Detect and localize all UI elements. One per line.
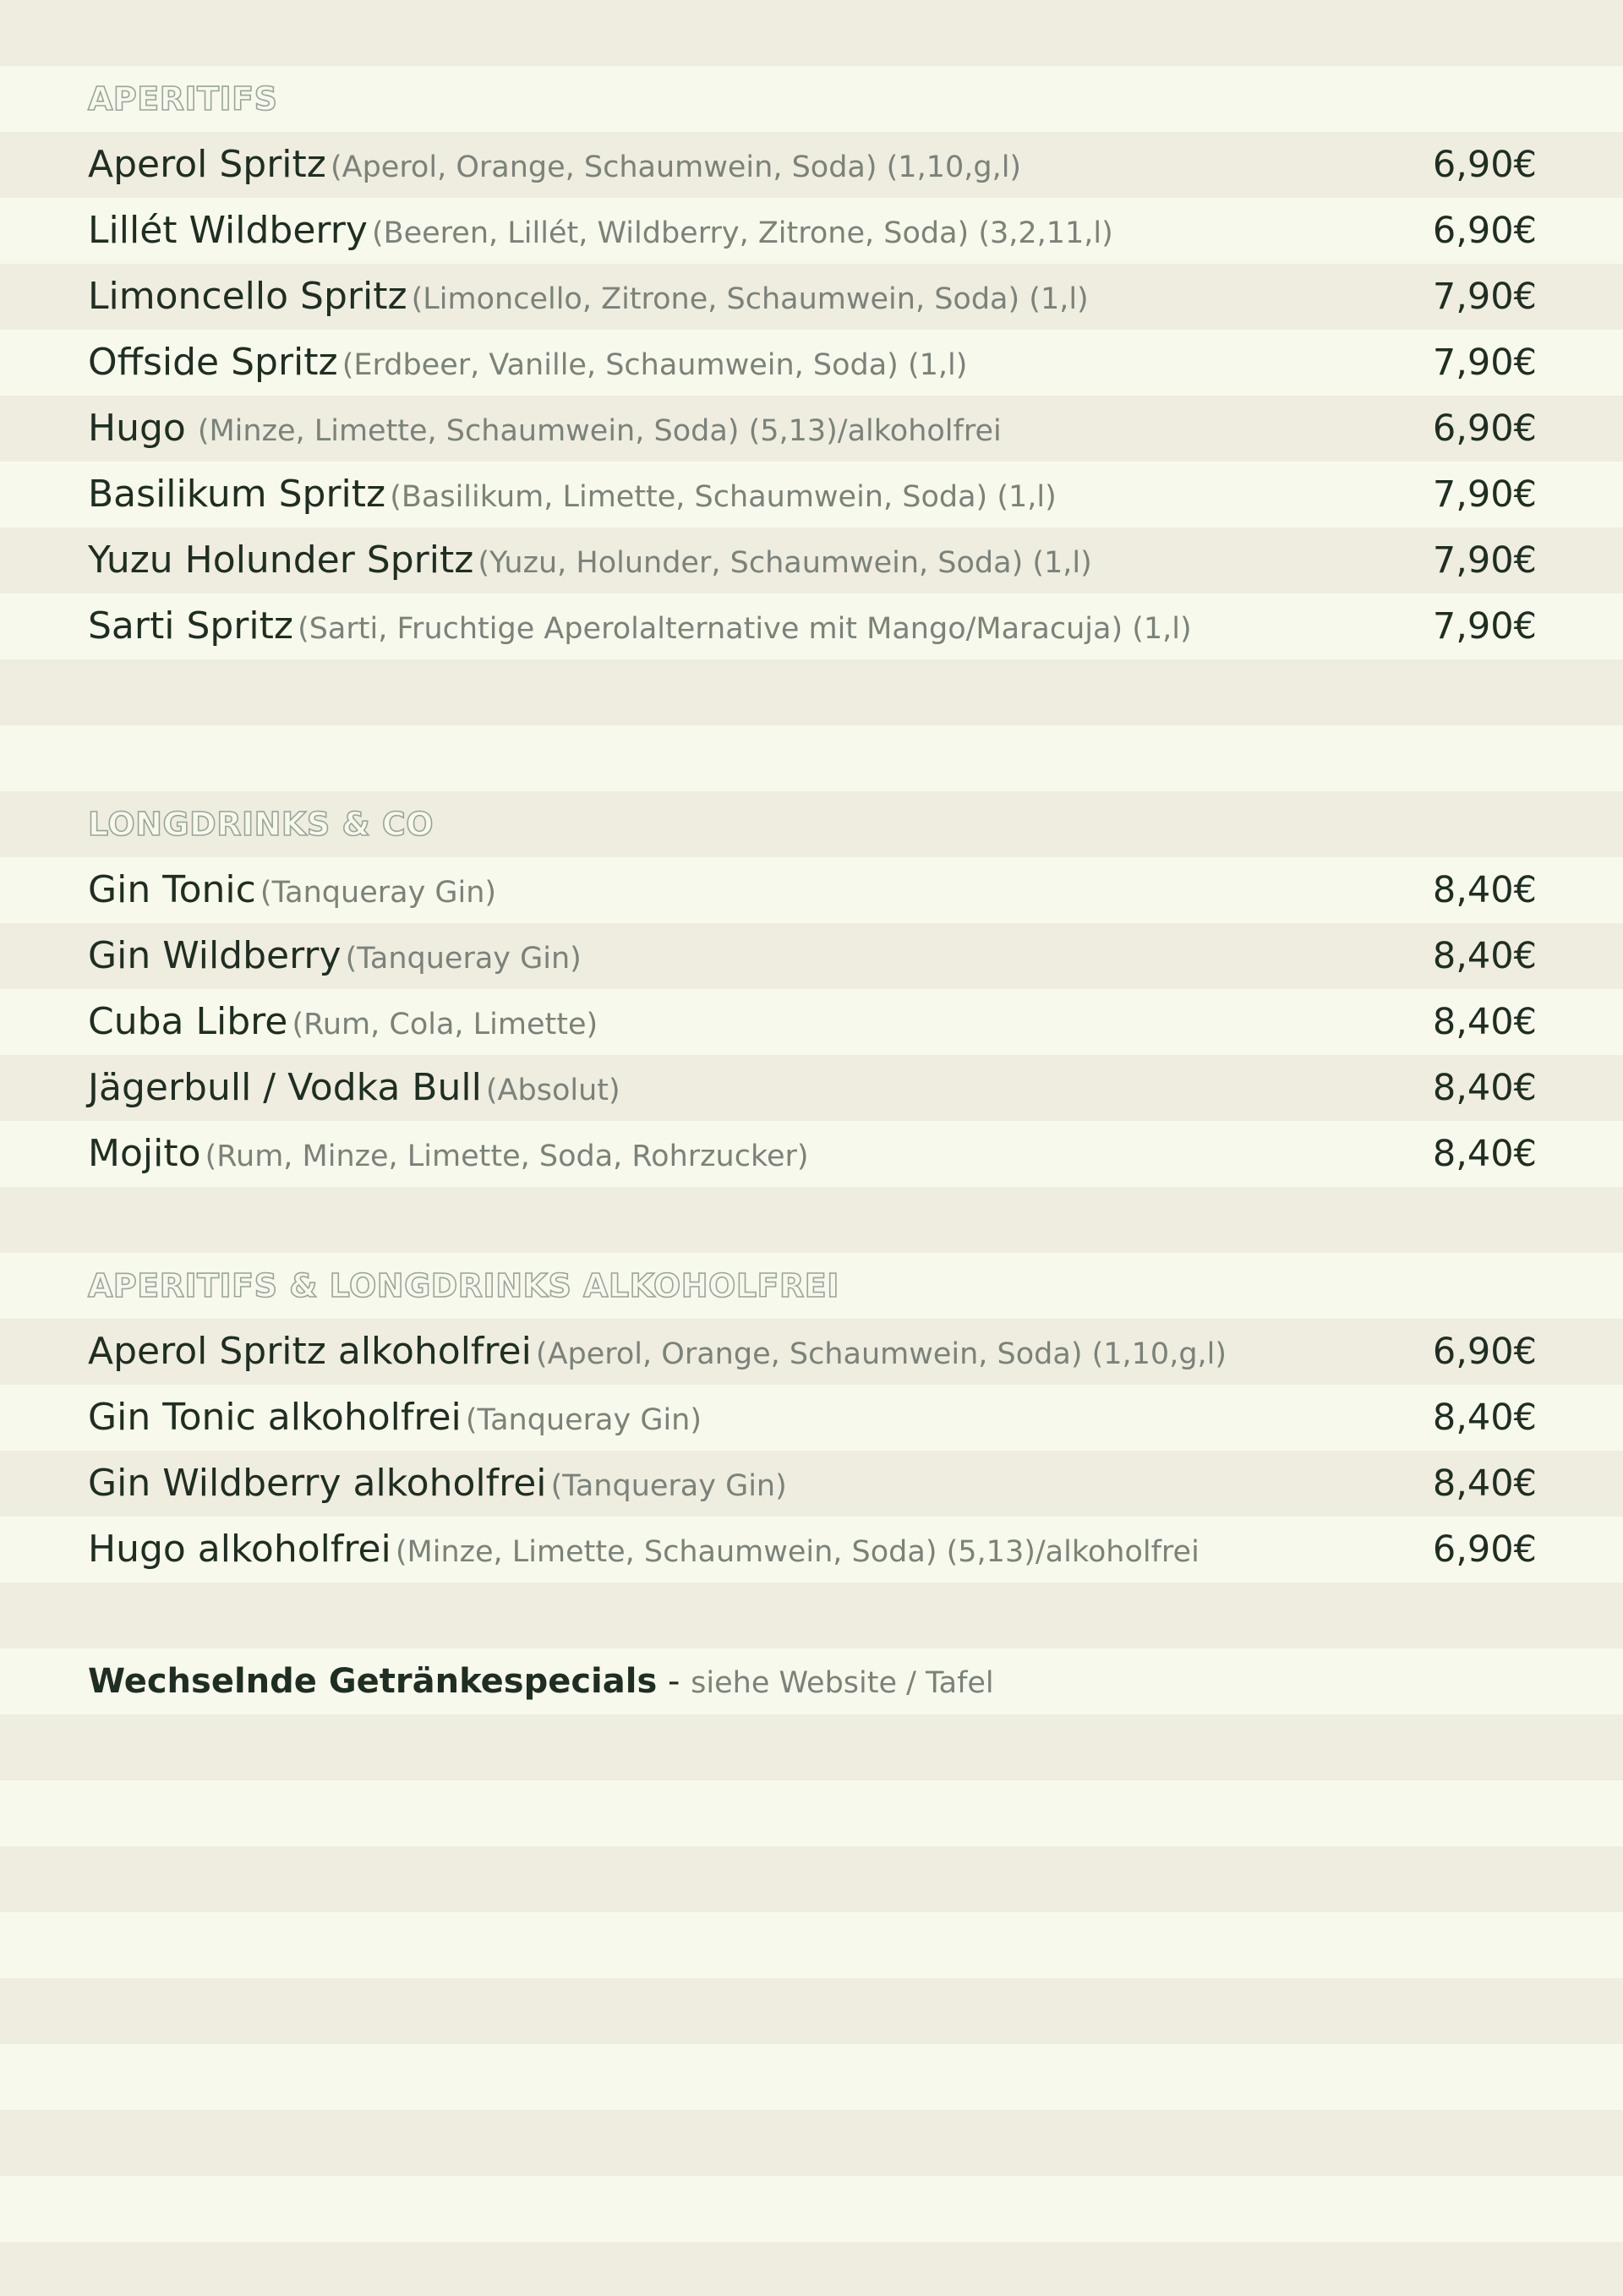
- menu-item: [0, 923, 1623, 989]
- menu-item: [0, 1055, 1623, 1121]
- item-price: 6,90€: [1432, 210, 1537, 252]
- item-name: Basilikum Spritz: [88, 473, 386, 516]
- specials-note: siehe Website / Tafel: [691, 1666, 994, 1700]
- item-description: (Tanqueray Gin): [260, 876, 497, 910]
- item-price: 7,90€: [1432, 605, 1537, 648]
- specials-row: [0, 1648, 1623, 1714]
- spacer-row: [0, 1187, 1623, 1253]
- item-description: (Sarti, Fruchtige Aperolalternative mit Mango/Maracuja) (1,l): [298, 612, 1192, 646]
- item-description: (Aperol, Orange, Schaumwein, Soda) (1,10,g,l): [330, 150, 1022, 184]
- section-title: APERITIFS: [88, 80, 278, 118]
- item-description: (Limoncello, Zitrone, Schaumwein, Soda) (1,l): [411, 282, 1089, 316]
- item-name: Cuba Libre: [88, 1000, 288, 1043]
- item-description: (Aperol, Orange, Schaumwein, Soda) (1,10,g,l): [535, 1337, 1227, 1371]
- item-description: (Rum, Cola, Limette): [292, 1008, 598, 1041]
- item-description: (Absolut): [485, 1074, 620, 1107]
- menu-item: [0, 264, 1623, 330]
- item-description: (Rum, Minze, Limette, Soda, Rohrzucker): [205, 1140, 809, 1173]
- item-price: 7,90€: [1432, 276, 1537, 318]
- section-heading-aperitifs: [0, 66, 1623, 132]
- item-price: 6,90€: [1432, 144, 1537, 186]
- item-name: Limoncello Spritz: [88, 275, 407, 318]
- spacer-row: [0, 1583, 1623, 1648]
- menu-item: [0, 1451, 1623, 1517]
- menu-item: [0, 396, 1623, 462]
- item-price: 7,90€: [1432, 473, 1537, 516]
- menu-item: [0, 132, 1623, 198]
- menu-item: [0, 1517, 1623, 1583]
- item-price: 6,90€: [1432, 1331, 1537, 1373]
- item-description: (Basilikum, Limette, Schaumwein, Soda) (1,l): [390, 480, 1057, 514]
- menu-item: [0, 989, 1623, 1055]
- menu-item: [0, 1121, 1623, 1187]
- spacer-row: [0, 725, 1623, 791]
- specials-separator: -: [657, 1662, 691, 1701]
- item-description: (Tanqueray Gin): [465, 1403, 702, 1437]
- item-name: Gin Wildberry: [88, 934, 342, 977]
- item-price: 8,40€: [1432, 935, 1537, 977]
- item-price: 7,90€: [1432, 539, 1537, 582]
- item-name: Hugo alkoholfrei: [88, 1528, 391, 1571]
- item-name: Mojito: [88, 1132, 201, 1175]
- item-name: Gin Tonic: [88, 868, 256, 911]
- item-name: Lillét Wildberry: [88, 209, 368, 252]
- specials-title: Wechselnde Getränkespecials: [88, 1662, 658, 1701]
- item-price: 6,90€: [1432, 1528, 1537, 1571]
- item-price: 8,40€: [1432, 1462, 1537, 1505]
- menu-item: [0, 462, 1623, 528]
- item-name: Offside Spritz: [88, 341, 338, 384]
- menu-item: [0, 330, 1623, 396]
- menu-item: [0, 198, 1623, 264]
- menu-item: [0, 1319, 1623, 1385]
- menu-item: [0, 593, 1623, 659]
- section-heading-alkoholfrei: [0, 1253, 1623, 1319]
- drinks-menu: [0, 66, 1623, 1714]
- item-description: (Erdbeer, Vanille, Schaumwein, Soda) (1,l): [342, 348, 968, 382]
- section-title: APERITIFS & LONGDRINKS ALKOHOLFREI: [88, 1267, 839, 1304]
- item-price: 8,40€: [1432, 869, 1537, 911]
- item-name: Hugo: [88, 407, 198, 450]
- item-description: (Beeren, Lillét, Wildberry, Zitrone, Soda) (3,2,11,l): [371, 216, 1113, 250]
- item-price: 8,40€: [1432, 1133, 1537, 1175]
- item-description: (Yuzu, Holunder, Schaumwein, Soda) (1,l): [478, 546, 1092, 580]
- item-name: Gin Tonic alkoholfrei: [88, 1396, 462, 1439]
- section-title: LONGDRINKS & CO: [88, 806, 434, 843]
- item-name: Gin Wildberry alkoholfrei: [88, 1462, 547, 1505]
- item-name: Sarti Spritz: [88, 604, 293, 648]
- item-price: 8,40€: [1432, 1397, 1537, 1439]
- item-name: Aperol Spritz: [88, 143, 326, 186]
- item-price: 8,40€: [1432, 1001, 1537, 1043]
- menu-item: [0, 1385, 1623, 1451]
- item-price: 8,40€: [1432, 1067, 1537, 1109]
- spacer-row: [0, 659, 1623, 725]
- item-description: (Tanqueray Gin): [550, 1469, 787, 1503]
- menu-item: [0, 857, 1623, 923]
- item-price: 7,90€: [1432, 342, 1537, 384]
- item-description: (Minze, Limette, Schaumwein, Soda) (5,13)/alkoholfrei: [197, 414, 1002, 448]
- item-name: Yuzu Holunder Spritz: [88, 538, 474, 582]
- item-name: Jägerbull / Vodka Bull: [88, 1066, 482, 1109]
- item-description: (Tanqueray Gin): [345, 942, 582, 976]
- menu-item: [0, 528, 1623, 593]
- item-description: (Minze, Limette, Schaumwein, Soda) (5,13)/alkoholfrei: [395, 1535, 1199, 1569]
- item-name: Aperol Spritz alkoholfrei: [88, 1330, 532, 1373]
- item-price: 6,90€: [1432, 407, 1537, 450]
- section-heading-longdrinks: [0, 791, 1623, 857]
